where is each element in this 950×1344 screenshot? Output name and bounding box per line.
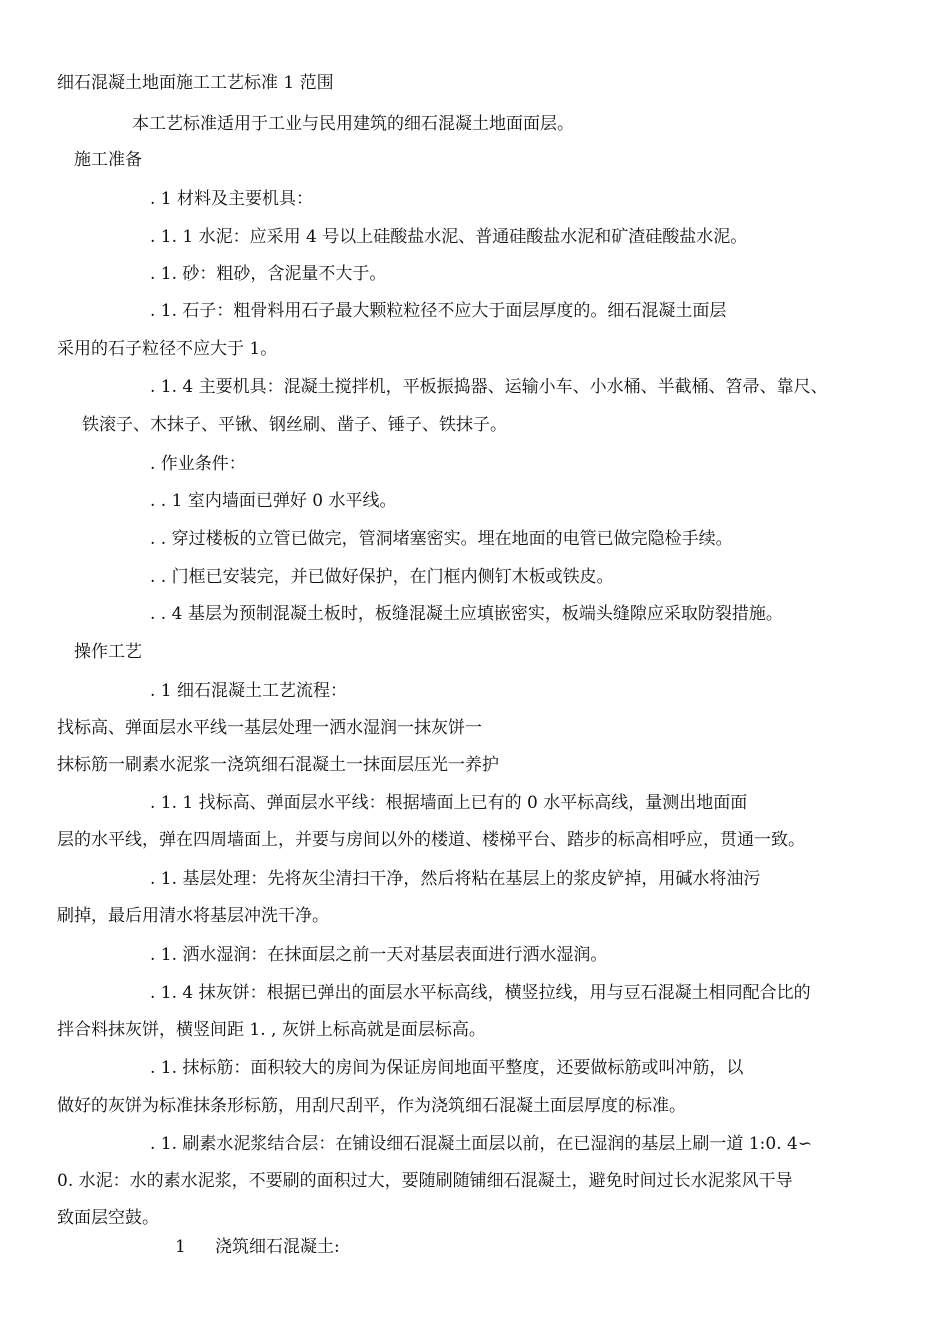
text-line: . 1. 抹标筋：面积较大的房间为保证房间地面平整度，还要做标筋或叫冲筋，以 bbox=[150, 1058, 744, 1078]
text-line: . 1. 基层处理：先将灰尘清扫干净，然后将粘在基层上的浆皮铲掉，用碱水将油污 bbox=[150, 869, 761, 889]
text-line: 做好的灰饼为标准抹条形标筋，用刮尺刮平，作为浇筑细石混凝土面层厚度的标准。 bbox=[57, 1096, 686, 1116]
text-line: 拌合料抹灰饼，横竖间距 1. , 灰饼上标高就是面层标高。 bbox=[57, 1020, 486, 1040]
text-line: . . 1 室内墙面已弹好 0 水平线。 bbox=[150, 491, 397, 511]
text-line: . 1. 1 找标高、弹面层水平线：根据墙面上已有的 0 水平标高线，量测出地面面 bbox=[150, 793, 748, 813]
text-line: 致面层空鼓。 bbox=[57, 1208, 159, 1228]
text-line: . 1. 刷素水泥浆结合层：在铺设细石混凝土面层以前，在已湿润的基层上刷一道 1:0. 4∽ bbox=[150, 1134, 813, 1154]
section-heading-preparation: 施工准备 bbox=[74, 150, 142, 170]
text-line: 0. 水泥：水的素水泥浆，不要刷的面积过大，要随刷随铺细石混凝土，避免时间过长水泥浆风干导 bbox=[57, 1171, 793, 1191]
text-line: . 1 细石混凝土工艺流程： bbox=[150, 681, 348, 701]
text-line: . 1. 4 主要机具：混凝土搅拌机，平板振捣器、运输小车、小水桶、半截桶、笤帚、靠尺、 bbox=[150, 377, 828, 397]
scope-paragraph: 本工艺标准适用于工业与民用建筑的细石混凝土地面面层。 bbox=[132, 114, 574, 134]
text-line: . . 穿过楼板的立管已做完，管洞堵塞密实。埋在地面的电管已做完隐检手续。 bbox=[150, 529, 733, 549]
text-line: 层的水平线，弹在四周墙面上，并要与房间以外的楼道、楼梯平台、踏步的标高相呼应，贯通一致。 bbox=[57, 830, 805, 850]
text-line: 刷掉，最后用清水将基层冲洗干净。 bbox=[57, 906, 329, 926]
text-line: . 1. 1 水泥：应采用 4 号以上硅酸盐水泥、普通硅酸盐水泥和矿渣硅酸盐水泥。 bbox=[150, 227, 748, 247]
text-line: . 1. 洒水湿润：在抹面层之前一天对基层表面进行洒水湿润。 bbox=[150, 945, 608, 965]
text-line: . . 门框已安装完，并已做好保护，在门框内侧钉木板或铁皮。 bbox=[150, 567, 614, 587]
doc-title: 细石混凝土地面施工工艺标准 1 范围 bbox=[57, 73, 334, 93]
text-line: . 1. 石子：粗骨料用石子最大颗粒粒径不应大于面层厚度的。细石混凝土面层 bbox=[150, 301, 727, 321]
text-line: 浇筑细石混凝土: bbox=[215, 1237, 340, 1257]
text-line: . 作业条件： bbox=[150, 454, 246, 474]
text-line: 铁滚子、木抹子、平锹、钢丝刷、凿子、锤子、铁抹子。 bbox=[82, 415, 507, 435]
item-number: 1 bbox=[175, 1237, 186, 1257]
text-line: . 1. 4 抹灰饼：根据已弹出的面层水平标高线，横竖拉线，用与豆石混凝土相同配合比的 bbox=[150, 983, 811, 1003]
section-heading-process: 操作工艺 bbox=[74, 642, 142, 662]
text-line: . . 4 基层为预制混凝土板时，板缝混凝土应填嵌密实，板端头缝隙应采取防裂措施。 bbox=[150, 604, 783, 624]
text-line: 采用的石子粒径不应大于 1。 bbox=[57, 339, 278, 359]
text-line: 找标高、弹面层水平线一基层处理一洒水湿润一抹灰饼一 bbox=[57, 718, 482, 738]
text-line: . 1. 砂：粗砂，含泥量不大于。 bbox=[150, 264, 387, 284]
text-line: 抹标筋一刷素水泥浆一浇筑细石混凝土一抹面层压光一养护 bbox=[57, 755, 499, 775]
text-line: . 1 材料及主要机具： bbox=[150, 189, 314, 209]
